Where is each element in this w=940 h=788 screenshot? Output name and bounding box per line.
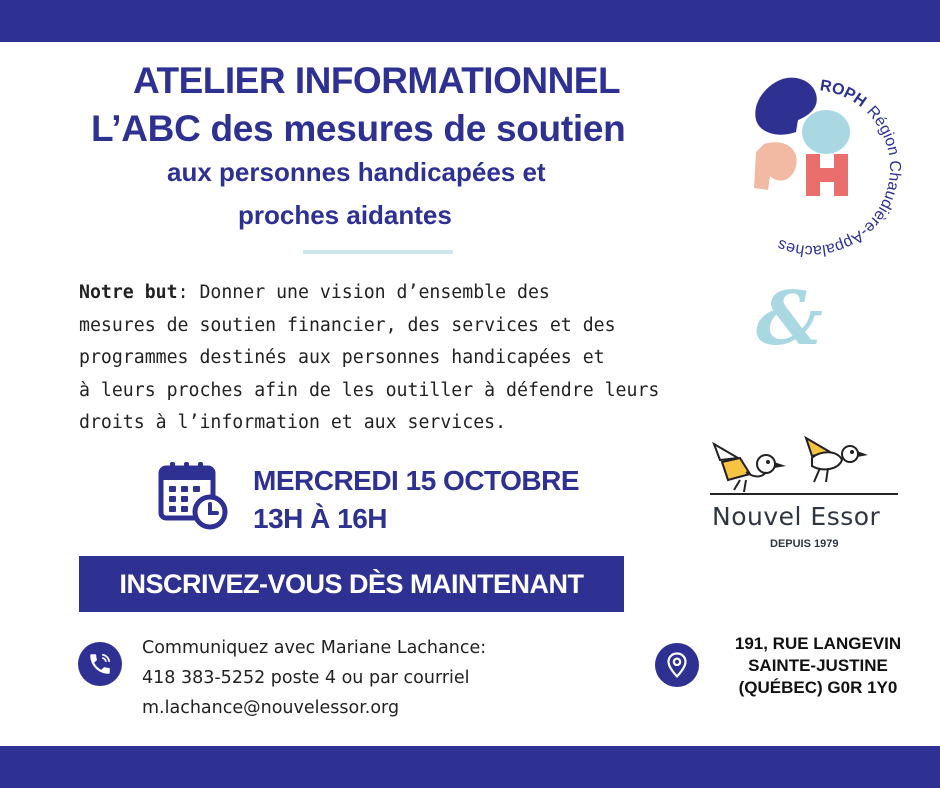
address-block [718,633,918,699]
bottom-banner [0,746,940,788]
goal-text-2: mesures de soutien financier, des services et des [79,314,616,336]
title-divider [303,250,453,254]
goal-text-3: programmes destinés aux personnes handicapées et [79,347,605,368]
roph-h-shape [806,154,848,196]
goal-label: Notre but [79,282,178,303]
goal-text-5: droits à l’information et aux services. [79,412,507,433]
contact-person: Communiquez avec Mariane Lachance: [142,638,487,658]
roph-teal-shape [802,110,850,154]
roph-peach-shape [754,142,797,190]
event-title-line-1: ATELIER INFORMATIONNEL [133,60,621,101]
goal-text-1: : Donner une vision d’ensemble des [177,282,550,303]
contact-block [142,633,486,723]
birds-illustration [700,430,912,502]
goal-text-4: à leurs proches afin de les outiller à défendre leurs [79,379,660,401]
nouvel-essor-since: DEPUIS 1979 [770,538,839,550]
goal-paragraph [79,277,719,440]
location-pin-icon [655,643,699,687]
address-street: 191, RUE LANGEVIN [734,634,902,653]
contact-phone: 418 383-5252 poste 4 ou par courriel [142,668,470,688]
phone-icon [78,642,122,686]
ampersand: & [756,276,823,362]
address-city: SAINTE-JUSTINE [748,656,888,675]
top-banner [0,0,940,42]
calendar-icon [158,460,230,530]
nouvel-essor-logo [700,430,912,558]
event-date: MERCREDI 15 OCTOBRE [253,465,580,496]
register-now-button[interactable]: INSCRIVEZ-VOUS DÈS MAINTENANT [79,556,624,612]
address-province: (QUÉBEC) G0R 1Y0 [738,678,898,697]
nouvel-essor-name: Nouvel Essor [712,502,881,531]
roph-logo [720,72,920,272]
event-time: 13H À 16H [253,503,388,534]
event-subtitle-line-1: aux personnes handicapées et [167,157,546,187]
event-title-line-2: L’ABC des mesures de soutien [91,108,626,149]
contact-email-link[interactable]: m.lachance@nouvelessor.org [142,698,400,718]
event-subtitle-line-2: proches aidantes [238,200,452,230]
roph-ring-text: ROPH Région Chaudière-Appalaches [775,77,904,260]
